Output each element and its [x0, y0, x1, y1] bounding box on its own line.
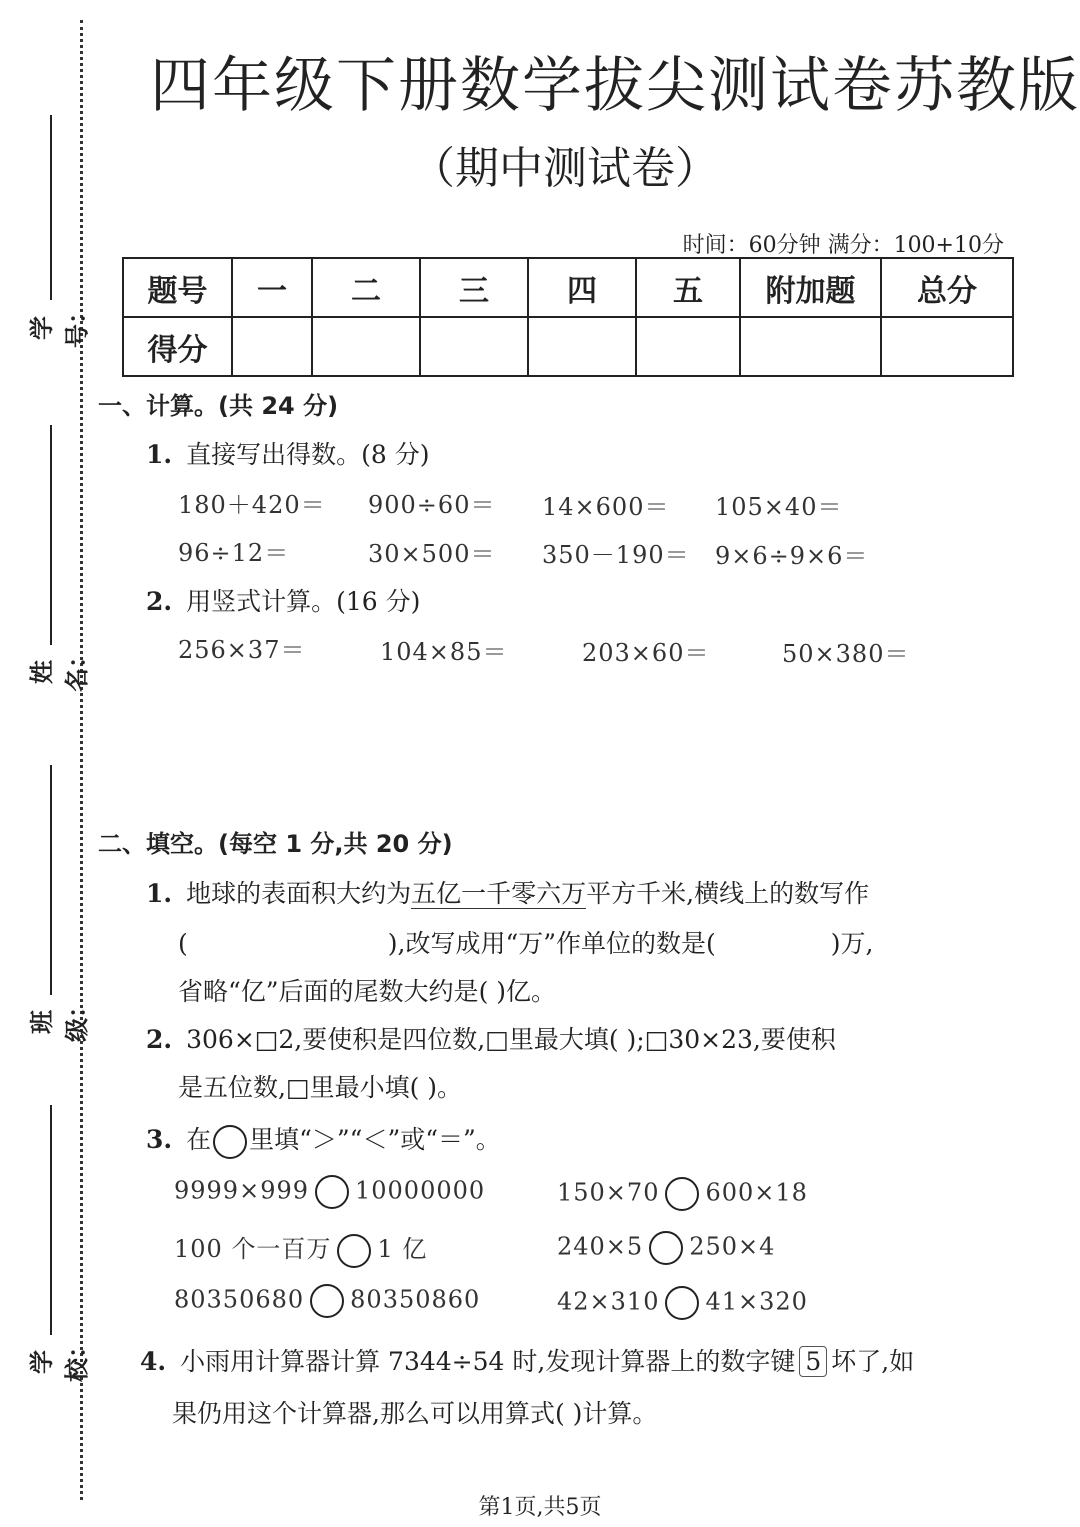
question-text: 坏了,如: [831, 1347, 915, 1376]
question-number: 4.: [140, 1347, 167, 1376]
question-text: ),改写成用“万”作单位的数是(: [387, 929, 716, 958]
table-cell: 附加题: [740, 258, 881, 317]
student-no-line: [50, 115, 52, 300]
page-subtitle: （期中测试卷）: [411, 143, 719, 194]
compare-right: 600×18: [705, 1178, 808, 1207]
s2-q2-line1: [146, 1020, 836, 1056]
expr-item: 104×85＝: [380, 638, 508, 666]
circle-symbol: [213, 1125, 247, 1159]
compare-right: 250×4: [689, 1232, 776, 1261]
score-table: [122, 257, 1014, 377]
compare-row: [174, 1284, 480, 1318]
compare-row: [174, 1229, 427, 1268]
s2-q4-line2: 果仍用这个计算器,那么可以用算式( )计算。: [172, 1399, 658, 1428]
compare-right: 10000000: [355, 1176, 486, 1205]
compare-circle[interactable]: [315, 1175, 349, 1209]
question-text: 306×□2,要使积是四位数,□里最大填( );□30×23,要使积: [186, 1025, 836, 1054]
section1-heading: 一、计算。(共 24 分): [98, 392, 339, 420]
page-footer: 第1页,共5页: [478, 1495, 602, 1520]
compare-circle[interactable]: [337, 1234, 371, 1268]
score-table-score-row: [123, 317, 1013, 376]
expr-item: 256×37＝: [178, 636, 306, 664]
s2-q2-line2: 是五位数,□里最小填( )。: [178, 1073, 463, 1102]
compare-left: 100 个一百万: [174, 1235, 332, 1263]
question-number: 2.: [146, 1025, 173, 1054]
compare-left: 9999×999: [174, 1176, 309, 1205]
score-input-cell[interactable]: [312, 317, 420, 376]
calculator-key: 5: [799, 1346, 827, 1377]
question-text: )万,: [830, 929, 874, 958]
score-input-cell[interactable]: [740, 317, 881, 376]
expr-item: 30×500＝: [368, 540, 496, 568]
s2-q4-line1: [140, 1342, 914, 1378]
expr-item: 14×600＝: [542, 493, 670, 521]
class-line: [50, 765, 52, 995]
expr-item: 203×60＝: [582, 639, 710, 667]
compare-circle[interactable]: [649, 1231, 683, 1265]
compare-row: [557, 1177, 808, 1211]
school-label: 学校：: [28, 1334, 91, 1382]
time-info: 时间：60分钟 满分：100+10分: [682, 233, 1004, 258]
compare-left: 240×5: [557, 1232, 644, 1261]
binding-dotted-line: [80, 20, 83, 1500]
compare-circle[interactable]: [665, 1286, 699, 1320]
question-text: 地球的表面积大约为: [186, 879, 412, 908]
score-input-cell[interactable]: [420, 317, 528, 376]
compare-left: 150×70: [557, 1178, 660, 1207]
question-number: 2.: [146, 587, 173, 616]
question-number: 1.: [146, 440, 173, 469]
compare-left: 80350680: [174, 1285, 305, 1314]
table-cell: 得分: [123, 317, 232, 376]
question-text: 小雨用计算器计算 7344÷54 时,发现计算器上的数字键: [180, 1347, 796, 1376]
score-input-cell[interactable]: [528, 317, 636, 376]
question-text: 直接写出得数。(8 分): [186, 440, 430, 469]
s2-q1-line1: [146, 874, 869, 910]
table-cell: 总分: [881, 258, 1013, 317]
table-cell: 二: [312, 258, 420, 317]
compare-row: [174, 1175, 485, 1209]
table-cell: 题号: [123, 258, 232, 317]
compare-right: 1 亿: [377, 1235, 428, 1263]
expr-item: 180＋420＝: [178, 491, 326, 519]
expr-item: 96÷12＝: [178, 539, 290, 567]
school-line: [50, 1105, 52, 1335]
question-number: 1.: [146, 879, 173, 908]
compare-left: 42×310: [557, 1287, 660, 1316]
question-text: 用竖式计算。(16 分): [186, 587, 421, 616]
question-text: 里填“＞”“＜”或“＝”。: [249, 1125, 501, 1154]
expr-item: 350－190＝: [542, 541, 690, 569]
score-input-cell[interactable]: [636, 317, 740, 376]
expr-item: 50×380＝: [782, 640, 910, 668]
question-text: 在: [186, 1125, 212, 1154]
question-text: 平方千米,横线上的数写作: [586, 879, 870, 908]
table-cell: 五: [636, 258, 740, 317]
table-cell: 三: [420, 258, 528, 317]
table-cell: 一: [232, 258, 312, 317]
question-number: 3.: [146, 1125, 173, 1154]
compare-right: 41×320: [705, 1287, 808, 1316]
s2-q3: [146, 1120, 501, 1159]
name-label: 姓名：: [28, 644, 91, 692]
s2-q1-line3: 省略“亿”后面的尾数大约是( )亿。: [178, 977, 557, 1006]
s1-q1: [146, 435, 429, 471]
compare-circle[interactable]: [665, 1177, 699, 1211]
underlined-number: 五亿一千零六万: [411, 879, 587, 908]
s1-q2: [146, 582, 420, 618]
table-cell: 四: [528, 258, 636, 317]
score-input-cell[interactable]: [232, 317, 312, 376]
expr-item: 9×6÷9×6＝: [715, 542, 869, 570]
name-line: [50, 425, 52, 645]
expr-item: 900÷60＝: [368, 491, 496, 519]
student-no-label: 学号：: [28, 300, 91, 348]
compare-row: [557, 1231, 775, 1265]
s2-q1-line2: [178, 924, 874, 960]
section2-heading: 二、填空。(每空 1 分,共 20 分): [98, 830, 453, 858]
compare-row: [557, 1286, 808, 1320]
class-label: 班级：: [28, 994, 91, 1042]
expr-item: 105×40＝: [715, 493, 843, 521]
question-text: (: [178, 929, 188, 958]
compare-right: 80350860: [350, 1285, 481, 1314]
compare-circle[interactable]: [310, 1284, 344, 1318]
score-table-header-row: [123, 258, 1013, 317]
page-title: 四年级下册数学拔尖测试卷苏教版: [150, 51, 1080, 121]
score-input-cell[interactable]: [881, 317, 1013, 376]
